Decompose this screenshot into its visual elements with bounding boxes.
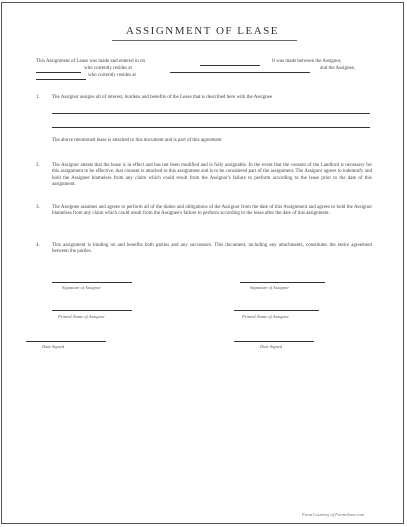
assignor-date-line[interactable] (26, 341, 106, 342)
clause-1-number: 1. (36, 95, 40, 100)
lease-description-line-2[interactable] (52, 127, 370, 128)
form-footer: Form Courtesy of FormsArea.com (302, 512, 365, 517)
intro-text-2a: who currently resides at (84, 66, 132, 71)
assignee-date-line[interactable] (234, 341, 314, 342)
assignee-printed-name-line[interactable] (234, 310, 319, 311)
assignee-signature-line[interactable] (240, 282, 325, 283)
document-page (1, 2, 404, 524)
intro-text-1a: This Assignment of Lease was made and entered in on (36, 59, 145, 64)
assignor-name-field[interactable] (36, 72, 81, 73)
assignee-date-label: Date Signed (260, 344, 283, 349)
title-underline (112, 40, 297, 41)
assignee-signature-label: Signature of Assignee (250, 285, 289, 290)
assignor-signature-line[interactable] (52, 282, 132, 283)
assignee-name-field[interactable] (36, 79, 86, 80)
intro-text-3: who currently resides at (88, 73, 136, 78)
document-title: ASSIGNMENT OF LEASE (126, 25, 279, 37)
assignor-printed-name-line[interactable] (52, 310, 132, 311)
clause-1-text: The Assignor assigns all of interest, burdens and benefits of the Lease that is described here with the Assignee (52, 95, 273, 100)
clause-3-text: The Assignee assumes and agrees to perform all of the duties and obligations of the Assignor from the date of this Assignment and agrees to hold the Assignor blameless from any claim which could result from the Assignee's failure to perform according to the lease after the date of this assignment. (52, 205, 372, 217)
date-entered-field[interactable] (200, 65, 260, 66)
clause-3-number: 3. (36, 205, 40, 210)
clause-4-text: This assignment is binding on and benefits both parties and any successors. This document, including any attachments, constitutes the entire agreement between the parties. (52, 243, 372, 255)
clause-4-number: 4. (36, 243, 40, 248)
assignor-address-field[interactable] (170, 72, 310, 73)
assignor-printed-name-label: Printed Name of Assignor (58, 314, 105, 319)
intro-text-2b: and the Assignee, (320, 66, 356, 71)
assignor-date-label: Date Signed (42, 344, 65, 349)
clause-2-number: 2. (36, 163, 40, 168)
lease-description-line-1[interactable] (52, 113, 370, 114)
attachment-note: The above mentioned lease is attached to this document and is part of this agreement (52, 138, 222, 143)
assignee-printed-name-label: Printed Name of Assignee (242, 314, 289, 319)
clause-2-text: The Assignor attests that the lease is in effect and has not been modified and is fully assignable. In the event that the consent of the Landlord is necessary for this assignment to be effective, that consent is attached to this assignment and is to be considered part of the assignment. The Assignor agrees to indemnify and hold the Assignee blameless from any claim which could result from the Assignor's failure to perform according to the lease prior to the date of this assignment. (52, 163, 372, 188)
intro-text-1b: It was made between the Assignor, (272, 59, 342, 64)
assignor-signature-label: Signature of Assignor (62, 285, 102, 290)
